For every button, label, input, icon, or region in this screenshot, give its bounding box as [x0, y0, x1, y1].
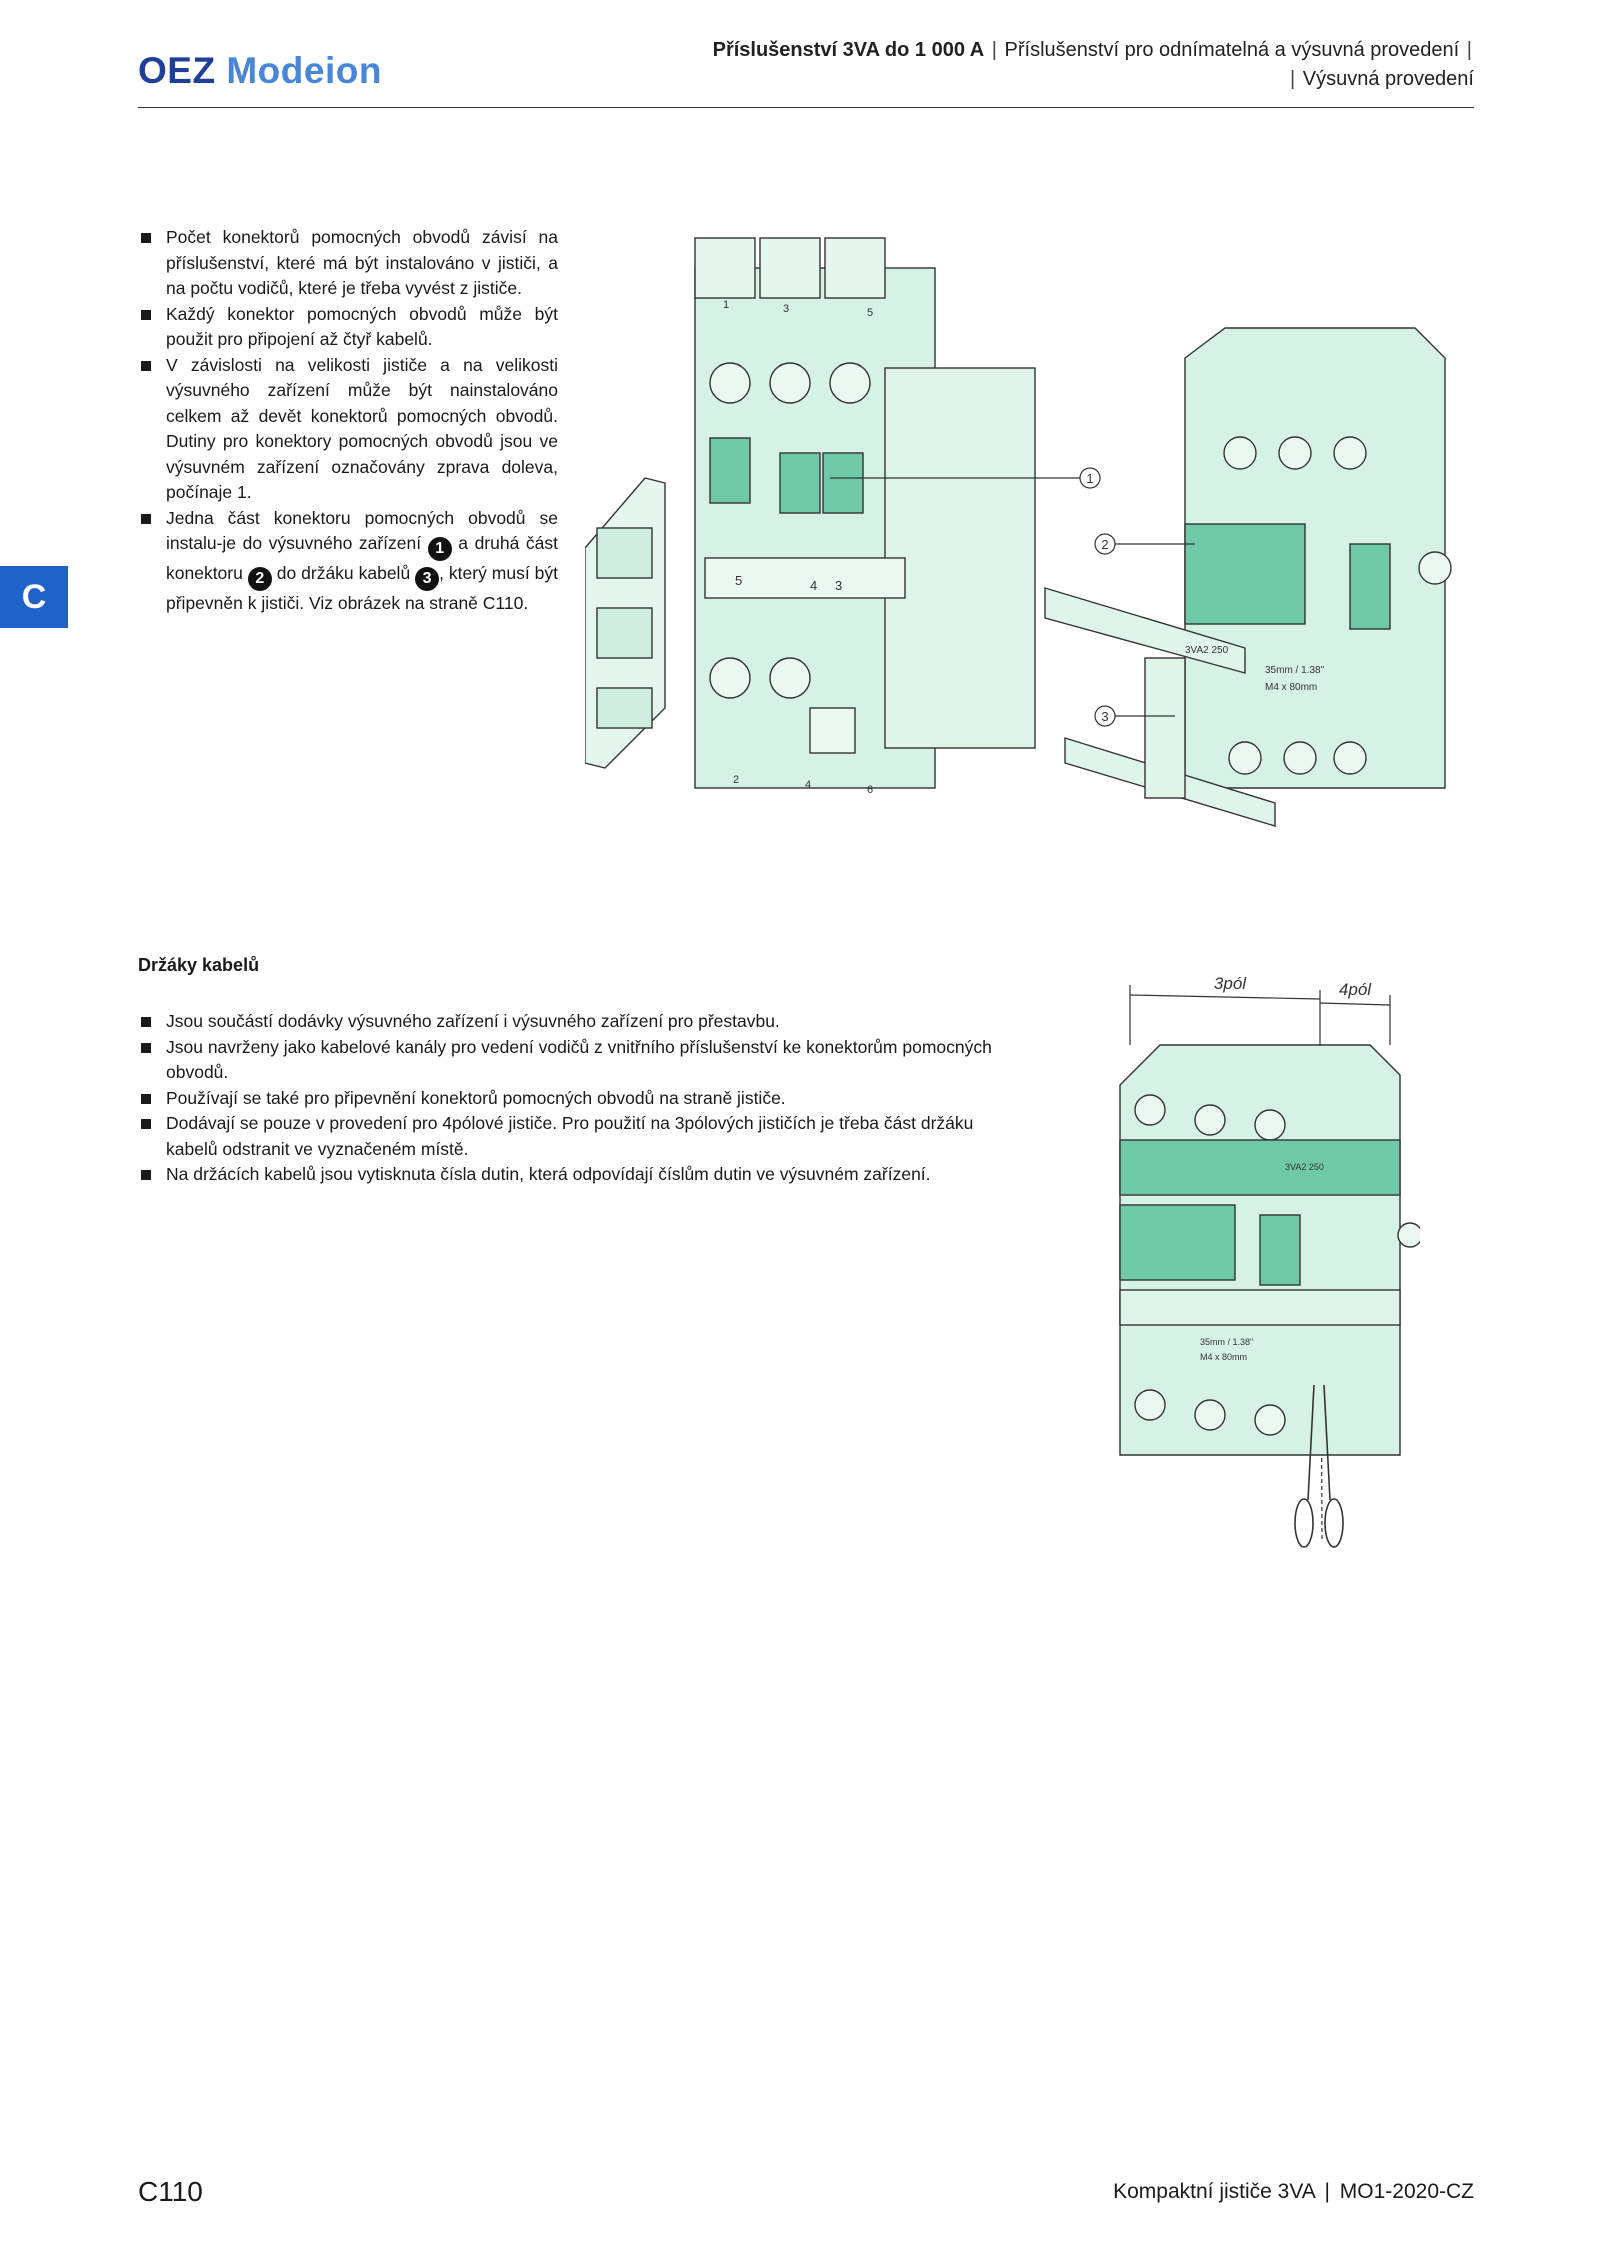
device-terminal-top-2	[1279, 437, 1311, 469]
breaker-pole-cap-3	[825, 238, 885, 298]
device-terminal-top-3	[1334, 437, 1366, 469]
footer-doc-name: Kompaktní jističe 3VA	[1113, 2180, 1315, 2203]
bullet4-text-2: a druhá část konektoru	[166, 533, 558, 583]
section1-bullet: Každý konektor pomocných obvodů může být použit pro připojení až čtyř kabelů.	[138, 302, 558, 353]
header-rule	[138, 107, 1474, 108]
label-3pol: 3pól	[1213, 974, 1247, 993]
device-terminal-bottom-2	[1284, 742, 1316, 774]
device-terminal-bottom-1	[1135, 1390, 1165, 1420]
door-window-bottom	[597, 688, 652, 728]
pole-label-top: 5	[867, 307, 874, 319]
section1-bullet: Počet konektorů pomocných obvodů závisí na příslušenství, které má být instalováno v jističi, a na počtu vodičů, které je třeba vyvést z jističe.	[138, 225, 558, 302]
aux-connector-c	[823, 453, 863, 513]
header-title-bold: Příslušenství 3VA do 1 000 A	[712, 39, 985, 61]
section2-text	[138, 1009, 1018, 1188]
pole-label-top: 1	[723, 299, 730, 311]
model-label: 3VA2 250	[1185, 645, 1229, 656]
header-line-1	[713, 36, 1474, 65]
terminal-top-1	[710, 363, 750, 403]
terminal-bottom-1	[710, 658, 750, 698]
terminal-bottom-2	[770, 658, 810, 698]
device-side-knob	[1419, 552, 1451, 584]
header-title-line2: Výsuvná provedení	[1302, 68, 1474, 90]
header-separator-end: |	[1466, 39, 1472, 61]
aux-connector-b	[780, 453, 820, 513]
callout-number-2: 2	[248, 567, 272, 591]
figure-connector-installation	[585, 228, 1465, 828]
section2-bullet: Dodávají se pouze v provedení pro 4pólové jističe. Pro použití na 3pólových jističích je třeba část držáku kabelů odstranit ve vyznačeném místě.	[138, 1111, 1018, 1162]
section1-bullet-numbered	[138, 506, 558, 617]
callout-label: 3	[1101, 709, 1109, 724]
dim-line-3pol	[1130, 995, 1320, 999]
brand-logo	[138, 50, 382, 92]
door-window-mid	[597, 608, 652, 658]
figure-cable-holder	[1100, 955, 1420, 1575]
bullet4-text-4: , který musí být připevněn k jističi. Viz obrázek na straně C110.	[166, 563, 558, 613]
cable-holder-lower	[1120, 1290, 1400, 1325]
aux-connector-a	[710, 438, 750, 503]
pole-label-bottom: 2	[733, 774, 740, 786]
section1-bullet: V závislosti na velikosti jističe a na velikosti výsuvného zařízení může být nainstalováno celkem až devět konektorů pomocných obvodů. Dutiny pro konektory pomocných obvodů jsou ve výsuvném zařízení označovány zprava doleva, počínaje 1.	[138, 353, 558, 506]
header-line-2	[713, 65, 1474, 94]
device-terminal-bottom-2	[1195, 1400, 1225, 1430]
chapter-tab[interactable]: C	[0, 566, 68, 628]
device-terminal-bottom-1	[1229, 742, 1261, 774]
slot-label: 5	[735, 573, 743, 588]
connector-block-right	[1260, 1215, 1300, 1285]
label-4pol: 4pól	[1338, 980, 1372, 999]
logo-modeion: Modeion	[226, 50, 382, 91]
footer-doc	[1113, 2180, 1474, 2204]
dims-label: 35mm / 1.38"	[1265, 665, 1325, 676]
logo-oez: OEZ	[138, 50, 216, 91]
section2-bullet: Jsou navrženy jako kabelové kanály pro vedení vodičů z vnitřního příslušenství ke konektorům pomocných obvodů.	[138, 1035, 1018, 1086]
bolt-label: M4 x 80mm	[1265, 682, 1318, 693]
pole-label-bottom: 4	[805, 779, 812, 791]
callout-label: 1	[1086, 471, 1094, 486]
breaker-pole-cap-2	[760, 238, 820, 298]
device-connector-block	[1185, 524, 1305, 624]
header-title-rest: Příslušenství pro odnímatelná a výsuvná provedení	[1004, 39, 1460, 61]
header-title	[713, 36, 1474, 94]
device-terminal-bottom-3	[1255, 1405, 1285, 1435]
footer-doc-code: MO1-2020-CZ	[1339, 2180, 1474, 2203]
door-window-top	[597, 528, 652, 578]
pole-label-top: 3	[783, 303, 790, 315]
page-number: C110	[138, 2176, 203, 2207]
pole-label-bottom: 6	[867, 784, 874, 796]
header-separator: |	[991, 39, 997, 61]
section2-title: Držáky kabelů	[138, 955, 260, 975]
breaker-pole-cap-1	[695, 238, 755, 298]
footer-separator: |	[1324, 2180, 1330, 2203]
connector-block-left	[1120, 1205, 1235, 1280]
dims-label: 35mm / 1.38"	[1200, 1337, 1254, 1347]
bolt-label: M4 x 80mm	[1200, 1352, 1248, 1362]
bullet4-text-3: do držáku kabelů	[271, 563, 416, 583]
device-connector-single	[1350, 544, 1390, 629]
breaker-label-plate	[810, 708, 855, 753]
cable-holder-spine	[1145, 658, 1185, 798]
device-terminal-top-3	[1255, 1110, 1285, 1140]
section2-bullet: Jsou součástí dodávky výsuvného zařízení i výsuvného zařízení pro přestavbu.	[138, 1009, 1018, 1035]
dim-line-4pol	[1320, 1003, 1390, 1005]
device-terminal-top-2	[1195, 1105, 1225, 1135]
section1-bullets	[138, 225, 558, 617]
slot-label: 3	[835, 578, 843, 593]
callout-label: 2	[1101, 537, 1109, 552]
slot-label: 4	[810, 578, 818, 593]
device-terminal-bottom-3	[1334, 742, 1366, 774]
header-separator-line2: |	[1290, 68, 1296, 90]
bullet4-text-1: Jedna část konektoru pomocných obvodů se instalu-je do výsuvného zařízení	[166, 507, 558, 553]
callout-number-1: 1	[428, 537, 452, 561]
terminal-top-3	[830, 363, 870, 403]
cable-holder-upper	[1120, 1140, 1400, 1195]
section1-text	[138, 225, 558, 617]
device-terminal-top-1	[1224, 437, 1256, 469]
section2-bullet: Používají se také pro připevnění konektorů pomocných obvodů na straně jističe.	[138, 1086, 1018, 1112]
device-side-knob	[1398, 1223, 1420, 1247]
model-label: 3VA2 250	[1285, 1162, 1324, 1172]
section2-bullets	[138, 1009, 1018, 1188]
section2-bullet: Na držácích kabelů jsou vytisknuta čísla dutin, která odpovídají číslům dutin ve výsuvném zařízení.	[138, 1162, 1018, 1188]
callout-number-3: 3	[415, 567, 439, 591]
terminal-top-2	[770, 363, 810, 403]
device-terminal-top-1	[1135, 1095, 1165, 1125]
breaker-side-module	[885, 368, 1035, 748]
